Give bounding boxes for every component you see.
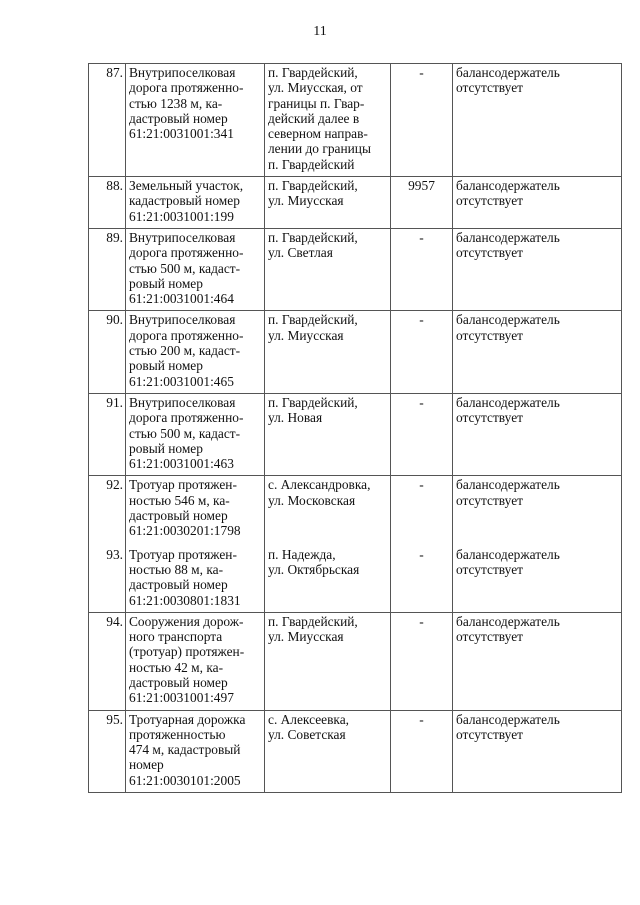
object-address: п. Гвардейский, ул. Новая	[265, 393, 391, 475]
row-number: 91.	[89, 393, 126, 475]
object-name: Внутрипоселковая дорога протяженно- стью 1238 м, ка- дастровый номер 61:21:0031001:341	[126, 64, 265, 177]
object-address: п. Гвардейский, ул. Миусская	[265, 311, 391, 393]
table-row	[89, 543, 622, 613]
object-address: п. Гвардейский, ул. Светлая	[265, 228, 391, 310]
object-address: п. Гвардейский, ул. Миусская	[265, 612, 391, 710]
object-area: -	[391, 543, 453, 613]
object-name: Внутрипоселковая дорога протяженно- стью 500 м, кадаст- ровый номер 61:21:0031001:464	[126, 228, 265, 310]
page-number: 11	[313, 24, 327, 39]
row-number: 93.	[89, 543, 126, 613]
object-area: -	[391, 64, 453, 177]
table-row	[89, 311, 622, 393]
object-area: -	[391, 393, 453, 475]
table-row	[89, 228, 622, 310]
balance-holder: балансодержатель отсутствует	[453, 393, 622, 475]
object-name: Тротуарная дорожка протяженностью 474 м, кадастровый номер 61:21:0030101:2005	[126, 710, 265, 792]
row-number: 95.	[89, 710, 126, 792]
object-area: 9957	[391, 177, 453, 229]
balance-holder: балансодержатель отсутствует	[453, 476, 622, 543]
property-registry-table	[88, 63, 622, 793]
object-area: -	[391, 476, 453, 543]
object-address: п. Надежда, ул. Октябрьская	[265, 543, 391, 613]
object-name: Сооружения дорож- ного транспорта (тротуар) протяжен- ностью 42 м, ка- дастровый номер 61:21:0031001:497	[126, 612, 265, 710]
object-area: -	[391, 311, 453, 393]
table-row	[89, 476, 622, 543]
object-address: с. Алексеевка, ул. Советская	[265, 710, 391, 792]
balance-holder: балансодержатель отсутствует	[453, 177, 622, 229]
table-row	[89, 612, 622, 710]
object-address: с. Александровка, ул. Московская	[265, 476, 391, 543]
object-name: Земельный участок, кадастровый номер 61:21:0031001:199	[126, 177, 265, 229]
object-name: Внутрипоселковая дорога протяженно- стью 500 м, кадаст- ровый номер 61:21:0031001:463	[126, 393, 265, 475]
balance-holder: балансодержатель отсутствует	[453, 228, 622, 310]
table-row	[89, 710, 622, 792]
balance-holder: балансодержатель отсутствует	[453, 64, 622, 177]
row-number: 88.	[89, 177, 126, 229]
object-area: -	[391, 228, 453, 310]
table-row	[89, 393, 622, 475]
object-address: п. Гвардейский, ул. Миусская	[265, 177, 391, 229]
balance-holder: балансодержатель отсутствует	[453, 543, 622, 613]
balance-holder: балансодержатель отсутствует	[453, 612, 622, 710]
object-name: Тротуар протяжен- ностью 546 м, ка- дастровый номер 61:21:0030201:1798	[126, 476, 265, 543]
row-number: 92.	[89, 476, 126, 543]
balance-holder: балансодержатель отсутствует	[453, 311, 622, 393]
row-number: 90.	[89, 311, 126, 393]
object-area: -	[391, 612, 453, 710]
row-number: 87.	[89, 64, 126, 177]
object-address: п. Гвардейский, ул. Миусская, от границы п. Гвар- дейский далее в северном направ- лении до границы п. Гвардейский	[265, 64, 391, 177]
table-row	[89, 64, 622, 177]
object-name: Внутрипоселковая дорога протяженно- стью 200 м, кадаст- ровый номер 61:21:0031001:465	[126, 311, 265, 393]
balance-holder: балансодержатель отсутствует	[453, 710, 622, 792]
row-number: 89.	[89, 228, 126, 310]
object-name: Тротуар протяжен- ностью 88 м, ка- дастровый номер 61:21:0030801:1831	[126, 543, 265, 613]
object-area: -	[391, 710, 453, 792]
table-row	[89, 177, 622, 229]
row-number: 94.	[89, 612, 126, 710]
